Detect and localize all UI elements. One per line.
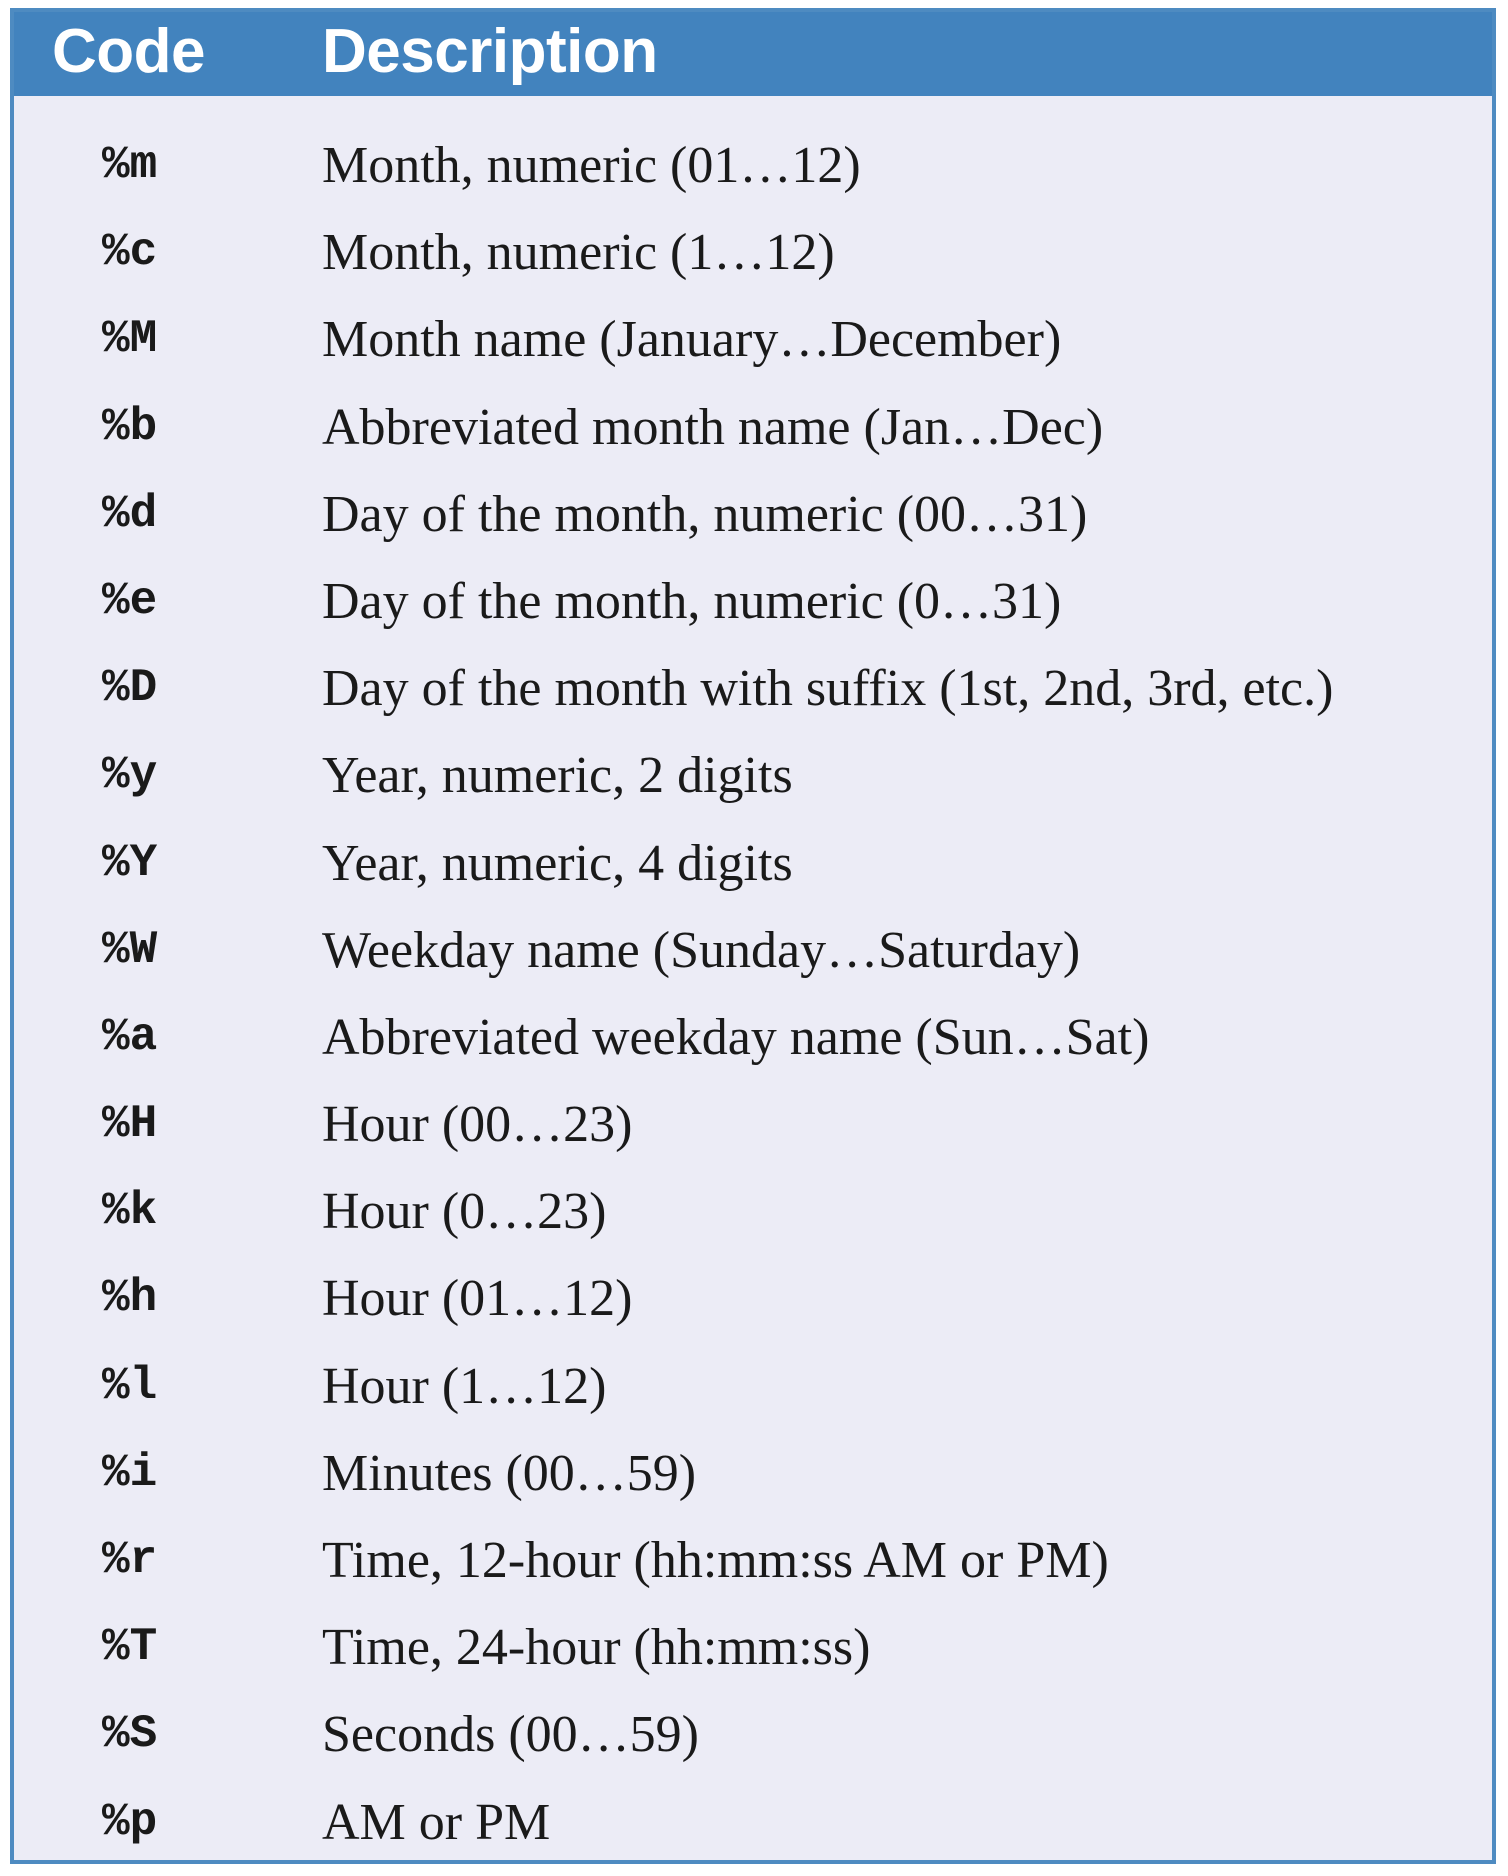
format-code: %W bbox=[102, 923, 158, 976]
table-row bbox=[14, 471, 1492, 558]
format-code: %y bbox=[102, 749, 158, 802]
table-row bbox=[14, 1691, 1492, 1778]
table-row bbox=[14, 1604, 1492, 1691]
format-code: %e bbox=[102, 574, 158, 627]
format-code: %h bbox=[102, 1272, 158, 1325]
format-description: Time, 12-hour (hh:mm:ss AM or PM) bbox=[322, 1532, 1109, 1589]
format-description: Seconds (00…59) bbox=[322, 1706, 699, 1764]
table-row bbox=[14, 558, 1492, 645]
table-row bbox=[14, 1081, 1492, 1168]
table-row bbox=[14, 1517, 1492, 1604]
format-description: Hour (1…12) bbox=[322, 1357, 607, 1415]
format-code: %b bbox=[102, 400, 158, 453]
header-description: Description bbox=[322, 17, 658, 86]
table-row bbox=[14, 1255, 1492, 1342]
format-code: %a bbox=[102, 1010, 158, 1063]
table-row bbox=[14, 732, 1492, 819]
format-description: Hour (0…23) bbox=[322, 1183, 607, 1241]
format-description: Abbreviated weekday name (Sun…Sat) bbox=[322, 1008, 1150, 1066]
table-row bbox=[14, 907, 1492, 994]
format-description: Day of the month, numeric (0…31) bbox=[322, 572, 1062, 630]
format-description: Day of the month, numeric (00…31) bbox=[322, 485, 1088, 543]
format-code: %Y bbox=[102, 836, 158, 889]
format-code: %M bbox=[102, 313, 158, 366]
format-code: %S bbox=[102, 1708, 158, 1761]
format-code: %H bbox=[102, 1098, 158, 1151]
format-code: %m bbox=[102, 139, 158, 191]
format-code: %T bbox=[102, 1621, 158, 1674]
format-description: Abbreviated month name (Jan…Dec) bbox=[322, 398, 1104, 456]
format-code: %p bbox=[102, 1795, 158, 1848]
date-format-table bbox=[10, 8, 1496, 1864]
table-row bbox=[14, 1779, 1492, 1866]
format-description: Hour (00…23) bbox=[322, 1096, 633, 1154]
table-row bbox=[14, 1430, 1492, 1517]
table-row bbox=[14, 994, 1492, 1081]
format-description: Time, 24-hour (hh:mm:ss) bbox=[322, 1619, 871, 1677]
format-code: %r bbox=[102, 1534, 158, 1586]
format-description: AM or PM bbox=[322, 1793, 551, 1851]
table-row bbox=[14, 1343, 1492, 1430]
format-description: Hour (01…12) bbox=[322, 1270, 633, 1328]
format-description: Weekday name (Sunday…Saturday) bbox=[322, 921, 1081, 979]
table-row bbox=[14, 645, 1492, 732]
table-body bbox=[14, 122, 1492, 1866]
format-code: %i bbox=[102, 1446, 158, 1499]
format-code: %D bbox=[102, 662, 158, 715]
header-code: Code bbox=[52, 17, 205, 86]
format-code: %c bbox=[102, 226, 158, 279]
format-description: Minutes (00…59) bbox=[322, 1444, 697, 1502]
format-code: %k bbox=[102, 1185, 158, 1238]
format-code: %d bbox=[102, 487, 158, 540]
format-description: Year, numeric, 2 digits bbox=[322, 747, 793, 805]
table-row bbox=[14, 296, 1492, 383]
table-row bbox=[14, 384, 1492, 471]
format-description: Year, numeric, 4 digits bbox=[322, 834, 793, 892]
format-description: Month, numeric (01…12) bbox=[322, 137, 861, 194]
format-description: Month name (January…December) bbox=[322, 311, 1062, 369]
table-header bbox=[14, 12, 1492, 96]
table-row bbox=[14, 820, 1492, 907]
table-row bbox=[14, 1168, 1492, 1255]
table-row bbox=[14, 209, 1492, 296]
format-code: %l bbox=[102, 1359, 158, 1412]
table-row bbox=[14, 122, 1492, 209]
format-description: Month, numeric (1…12) bbox=[322, 224, 835, 282]
format-description: Day of the month with suffix (1st, 2nd, 3rd, etc.) bbox=[322, 660, 1334, 718]
